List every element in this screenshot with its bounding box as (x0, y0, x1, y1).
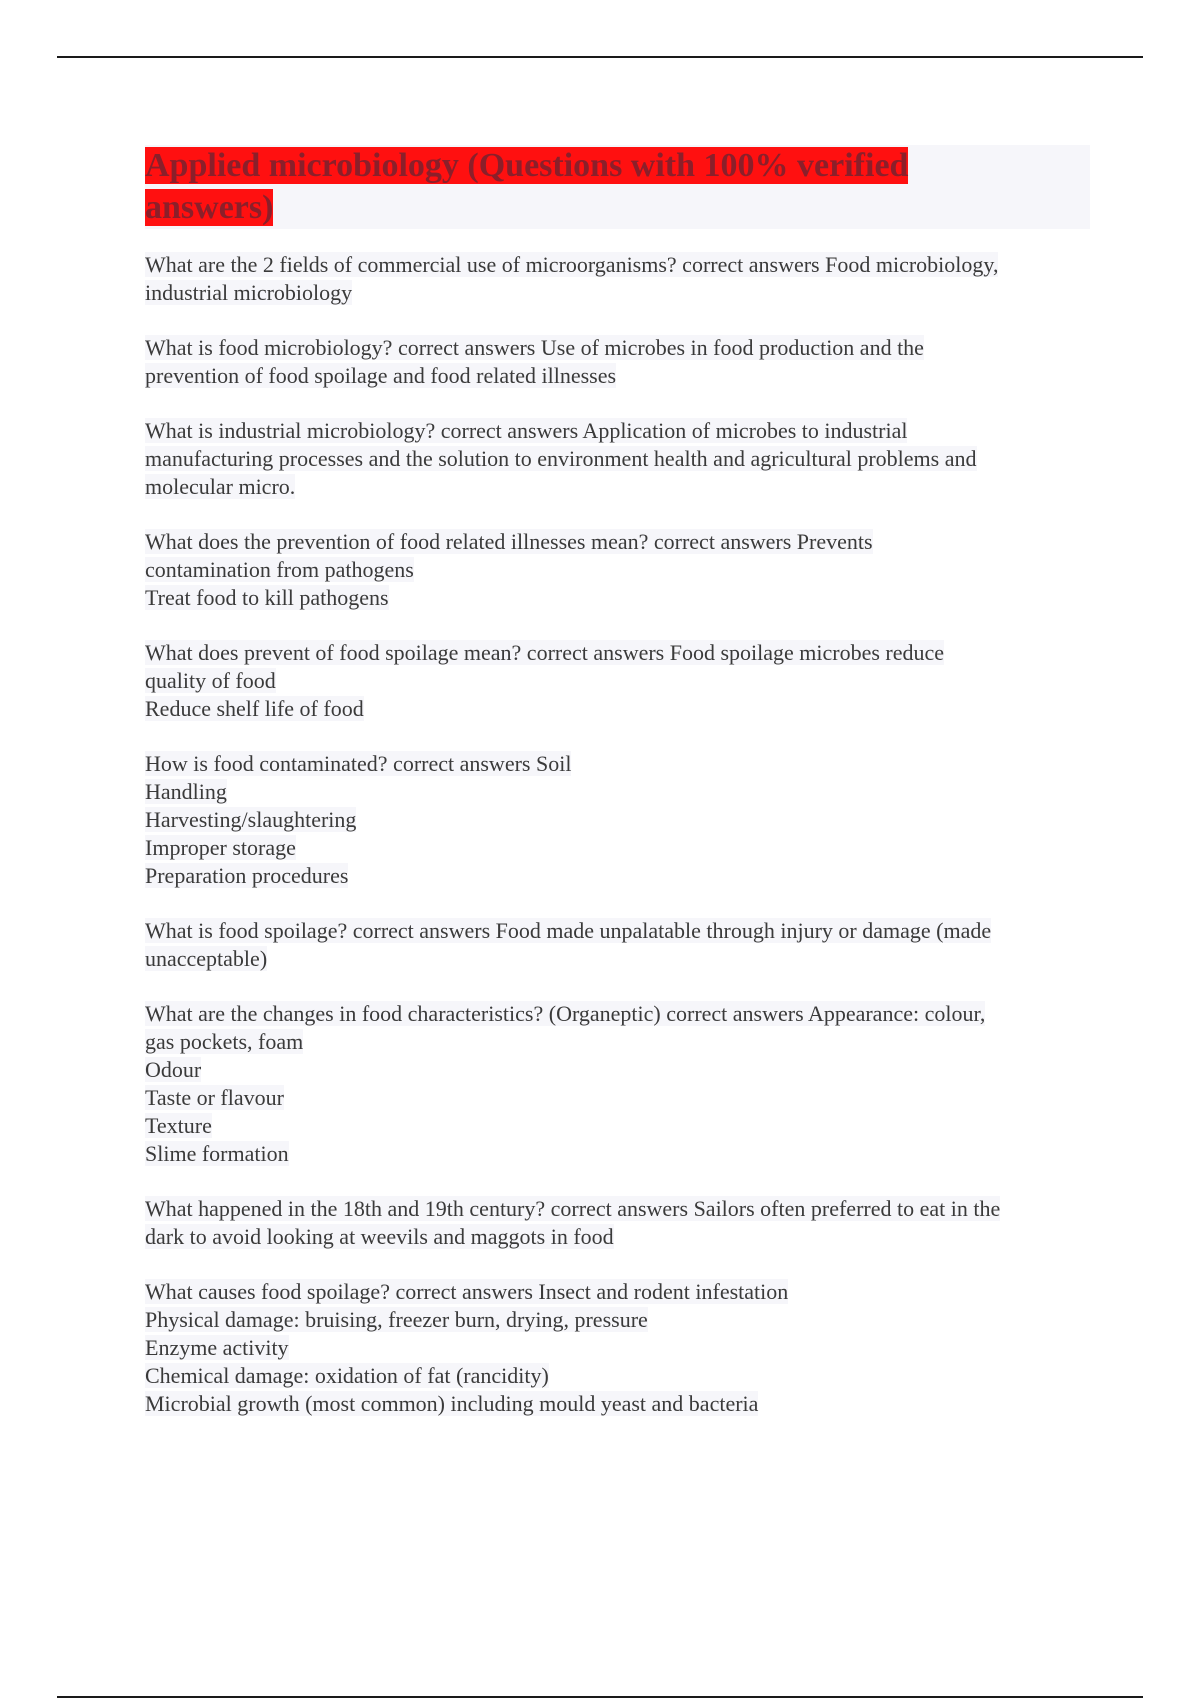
qa-item (145, 251, 1090, 307)
qa-question-line (145, 917, 1090, 945)
qa-line-text: What causes food spoilage? correct answers Insect and rodent infestation (145, 1279, 789, 1304)
qa-answer-line (145, 279, 1090, 307)
qa-item (145, 528, 1090, 612)
qa-line-text: How is food contaminated? correct answers Soil (145, 751, 572, 776)
bottom-rule (57, 1696, 1143, 1698)
qa-item (145, 750, 1090, 890)
qa-line-text: Chemical damage: oxidation of fat (rancidity) (145, 1363, 549, 1388)
qa-answer-line (145, 362, 1090, 390)
qa-item (145, 1278, 1090, 1418)
qa-answer-line (145, 945, 1090, 973)
qa-answer-line (145, 834, 1090, 862)
qa-item (145, 1195, 1090, 1251)
qa-line-text: Improper storage (145, 835, 296, 860)
qa-answer-line (145, 1362, 1090, 1390)
qa-line-text: What does the prevention of food related illnesses mean? correct answers Prevents (145, 529, 873, 554)
qa-item (145, 639, 1090, 723)
qa-line-text: Treat food to kill pathogens (145, 585, 389, 610)
qa-line-text: industrial microbiology (145, 280, 353, 305)
qa-line-text: unacceptable) (145, 946, 268, 971)
qa-item (145, 334, 1090, 390)
qa-line-text: prevention of food spoilage and food related illnesses (145, 363, 617, 388)
document-body (145, 145, 1090, 1445)
qa-line-text: Texture (145, 1113, 212, 1138)
qa-question-line (145, 1000, 1090, 1028)
qa-answer-line (145, 778, 1090, 806)
qa-question-line (145, 1278, 1090, 1306)
qa-line-text: Physical damage: bruising, freezer burn, drying, pressure (145, 1307, 648, 1332)
qa-line-text: What does prevent of food spoilage mean? correct answers Food spoilage microbes reduce (145, 640, 945, 665)
qa-line-text: Odour (145, 1057, 202, 1082)
document-title-text: Applied microbiology (Questions with 100% verified answers) (145, 147, 909, 226)
qa-answer-line (145, 1084, 1090, 1112)
qa-answer-line (145, 473, 1090, 501)
qa-line-text: What is industrial microbiology? correct answers Application of microbes to industrial (145, 418, 908, 443)
qa-answer-line (145, 556, 1090, 584)
qa-line-text: What is food microbiology? correct answers Use of microbes in food production and the (145, 335, 924, 360)
top-rule (57, 56, 1143, 58)
qa-question-line (145, 528, 1090, 556)
qa-line-text: What happened in the 18th and 19th century? correct answers Sailors often preferred to eat in the (145, 1196, 1001, 1221)
qa-line-text: What is food spoilage? correct answers Food made unpalatable through injury or damage (made (145, 918, 992, 943)
qa-answer-line (145, 1223, 1090, 1251)
qa-question-line (145, 417, 1090, 445)
qa-line-text: Reduce shelf life of food (145, 696, 364, 721)
qa-line-text: Preparation procedures (145, 863, 349, 888)
qa-line-text: What are the changes in food characteristics? (Organeptic) correct answers Appearance: colour, (145, 1001, 986, 1026)
qa-line-text: Harvesting/slaughtering (145, 807, 357, 832)
qa-answer-line (145, 1056, 1090, 1084)
qa-answer-line (145, 1112, 1090, 1140)
qa-question-line (145, 1195, 1090, 1223)
document-title (145, 145, 965, 229)
qa-answer-line (145, 584, 1090, 612)
qa-answer-line (145, 806, 1090, 834)
qa-line-text: molecular micro. (145, 474, 296, 499)
qa-answer-line (145, 1028, 1090, 1056)
qa-question-line (145, 334, 1090, 362)
qa-answer-line (145, 445, 1090, 473)
qa-line-text: gas pockets, foam (145, 1029, 304, 1054)
qa-question-line (145, 750, 1090, 778)
qa-answer-line (145, 1390, 1090, 1418)
qa-line-text: Handling (145, 779, 227, 804)
qa-answer-line (145, 1306, 1090, 1334)
qa-line-text: What are the 2 fields of commercial use of microorganisms? correct answers Food microbiology, (145, 252, 999, 277)
qa-item (145, 1000, 1090, 1168)
qa-answer-line (145, 1140, 1090, 1168)
title-block (145, 145, 1090, 229)
qa-question-line (145, 639, 1090, 667)
qa-answer-line (145, 695, 1090, 723)
qa-line-text: contamination from pathogens (145, 557, 414, 582)
qa-line-text: Taste or flavour (145, 1085, 284, 1110)
qa-line-text: dark to avoid looking at weevils and maggots in food (145, 1224, 614, 1249)
qa-line-text: Microbial growth (most common) including mould yeast and bacteria (145, 1391, 759, 1416)
qa-line-text: quality of food (145, 668, 276, 693)
qa-item (145, 417, 1090, 501)
qa-line-text: Slime formation (145, 1141, 289, 1166)
qa-answer-line (145, 1334, 1090, 1362)
qa-question-line (145, 251, 1090, 279)
qa-answer-line (145, 862, 1090, 890)
qa-list (145, 251, 1090, 1418)
qa-item (145, 917, 1090, 973)
qa-line-text: Enzyme activity (145, 1335, 289, 1360)
qa-answer-line (145, 667, 1090, 695)
qa-line-text: manufacturing processes and the solution to environment health and agricultural problems and (145, 446, 977, 471)
